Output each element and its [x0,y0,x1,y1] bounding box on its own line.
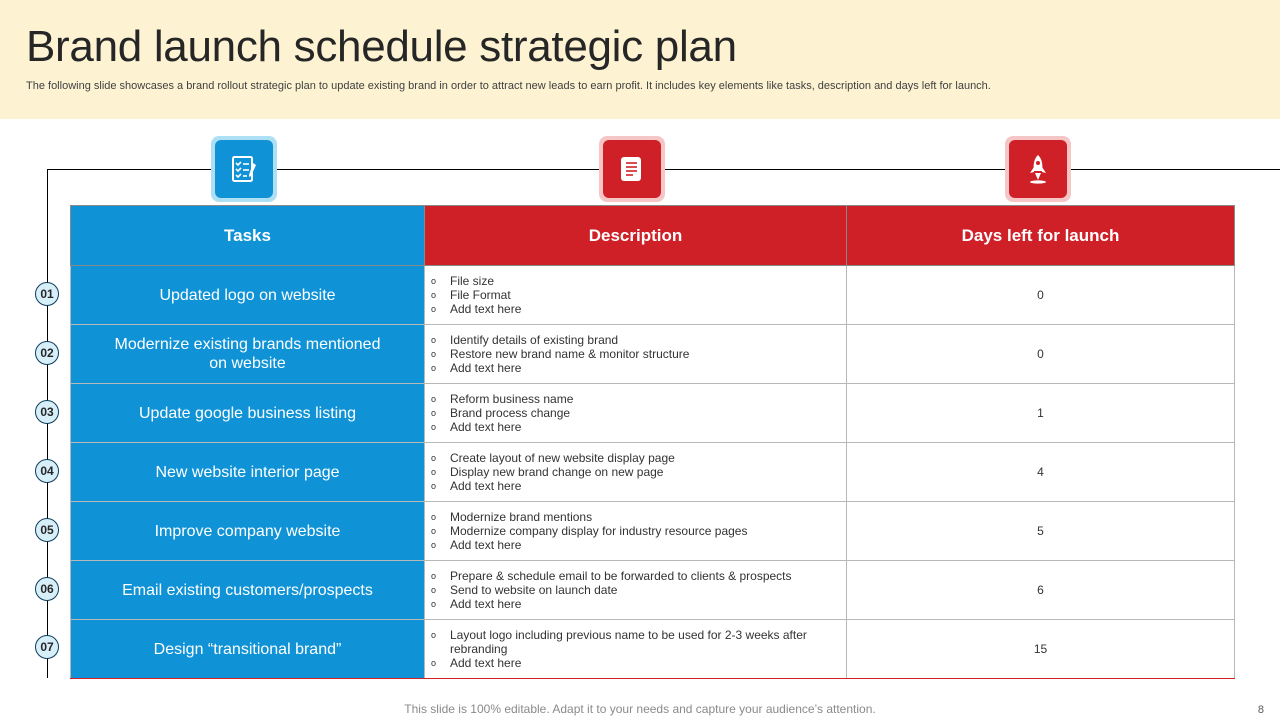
description-item [431,302,846,316]
description-list [431,510,846,552]
description-cell [425,325,847,384]
table-row [71,502,1235,561]
description-text: Add text here [450,656,522,670]
days-left-cell: 6 [847,561,1235,620]
launch-icon-badge [1005,136,1071,202]
description-text: Send to website on launch date [450,583,618,597]
description-text: Brand process change [450,406,571,420]
page-number: 8 [1257,704,1264,716]
description-cell [425,266,847,325]
bullet-icon: o [431,349,437,359]
slide-title: Brand launch schedule strategic plan [26,22,737,71]
tasks-icon-badge [211,136,277,202]
description-cell [425,561,847,620]
description-list [431,569,846,611]
description-item [431,628,846,656]
description-item [431,569,846,583]
description-item [431,406,846,420]
description-text: Add text here [450,597,522,611]
task-cell: Updated logo on website [71,266,425,325]
description-text: Add text here [450,538,522,552]
table-header-row [71,206,1235,266]
description-text: File Format [450,288,511,302]
description-text: Identify details of existing brand [450,333,619,347]
bullet-icon: o [431,276,437,286]
row-number-badge: 07 [35,635,59,659]
description-item [431,347,846,361]
description-text: Modernize company display for industry resource pages [450,524,748,538]
launch-plan-table [70,205,1235,679]
description-item [431,465,846,479]
description-text: Layout logo including previous name to be used for 2-3 weeks after rebranding [450,628,807,656]
description-list [431,333,846,375]
bullet-icon: o [431,408,437,418]
description-item [431,392,846,406]
bullet-icon: o [431,453,437,463]
description-list [431,628,846,670]
checklist-icon [229,154,259,184]
description-item [431,510,846,524]
header-days-left: Days left for launch [847,206,1235,266]
task-cell: Modernize existing brands mentioned on website [71,325,425,384]
description-item [431,451,846,465]
description-text: Modernize brand mentions [450,510,593,524]
row-number-badge: 02 [35,341,59,365]
description-item [431,656,846,670]
description-text: Add text here [450,302,522,316]
description-list [431,451,846,493]
description-text: Display new brand change on new page [450,465,664,479]
description-item [431,538,846,552]
bullet-icon: o [431,394,437,404]
description-item [431,583,846,597]
description-text: Add text here [450,479,522,493]
description-text: Create layout of new website display page [450,451,675,465]
description-cell [425,620,847,679]
description-item [431,597,846,611]
table-row [71,620,1235,679]
table-row [71,561,1235,620]
bullet-icon: o [431,512,437,522]
bullet-icon: o [431,540,437,550]
description-item [431,333,846,347]
description-text: File size [450,274,495,288]
bullet-icon: o [431,599,437,609]
task-cell: New website interior page [71,443,425,502]
bullet-icon: o [431,481,437,491]
description-item [431,361,846,375]
header-band [0,0,1280,119]
bullet-icon: o [431,363,437,373]
row-number-badge: 01 [35,282,59,306]
bullet-icon: o [431,467,437,477]
description-cell [425,443,847,502]
header-tasks: Tasks [71,206,425,266]
row-number-badge: 03 [35,400,59,424]
days-left-cell: 15 [847,620,1235,679]
bullet-icon: o [431,526,437,536]
bullet-icon: o [431,290,437,300]
description-text: Prepare & schedule email to be forwarded to clients & prospects [450,569,792,583]
header-description: Description [425,206,847,266]
description-text: Add text here [450,420,522,434]
task-cell: Email existing customers/prospects [71,561,425,620]
table-row [71,443,1235,502]
bullet-icon: o [431,585,437,595]
row-number-badge: 05 [35,518,59,542]
description-item [431,479,846,493]
task-cell: Design “transitional brand” [71,620,425,679]
bullet-icon: o [431,422,437,432]
description-cell [425,384,847,443]
bullet-icon: o [431,304,437,314]
footer-note: This slide is 100% editable. Adapt it to your needs and capture your audience’s attention. [404,702,876,716]
description-text: Reform business name [450,392,574,406]
description-item [431,524,846,538]
description-item [431,420,846,434]
bullet-icon: o [431,630,437,640]
days-left-cell: 0 [847,325,1235,384]
table-row [71,266,1235,325]
days-left-cell: 4 [847,443,1235,502]
bullet-icon: o [431,571,437,581]
days-left-cell: 5 [847,502,1235,561]
task-cell: Update google business listing [71,384,425,443]
task-cell: Improve company website [71,502,425,561]
bullet-icon: o [431,335,437,345]
description-list [431,392,846,434]
document-icon [618,154,646,184]
description-icon-badge [599,136,665,202]
days-left-cell: 1 [847,384,1235,443]
description-list [431,274,846,316]
description-cell [425,502,847,561]
days-left-cell: 0 [847,266,1235,325]
bullet-icon: o [431,658,437,668]
slide-subtitle: The following slide showcases a brand rollout strategic plan to update existing brand in order to attract new leads to earn profit. It includes key elements like tasks, description and days left for launch. [26,80,991,92]
description-item [431,288,846,302]
description-text: Restore new brand name & monitor structure [450,347,690,361]
row-number-badge: 04 [35,459,59,483]
row-number-badge: 06 [35,577,59,601]
rocket-icon [1025,153,1051,185]
description-text: Add text here [450,361,522,375]
table-row [71,325,1235,384]
description-item [431,274,846,288]
table-row [71,384,1235,443]
